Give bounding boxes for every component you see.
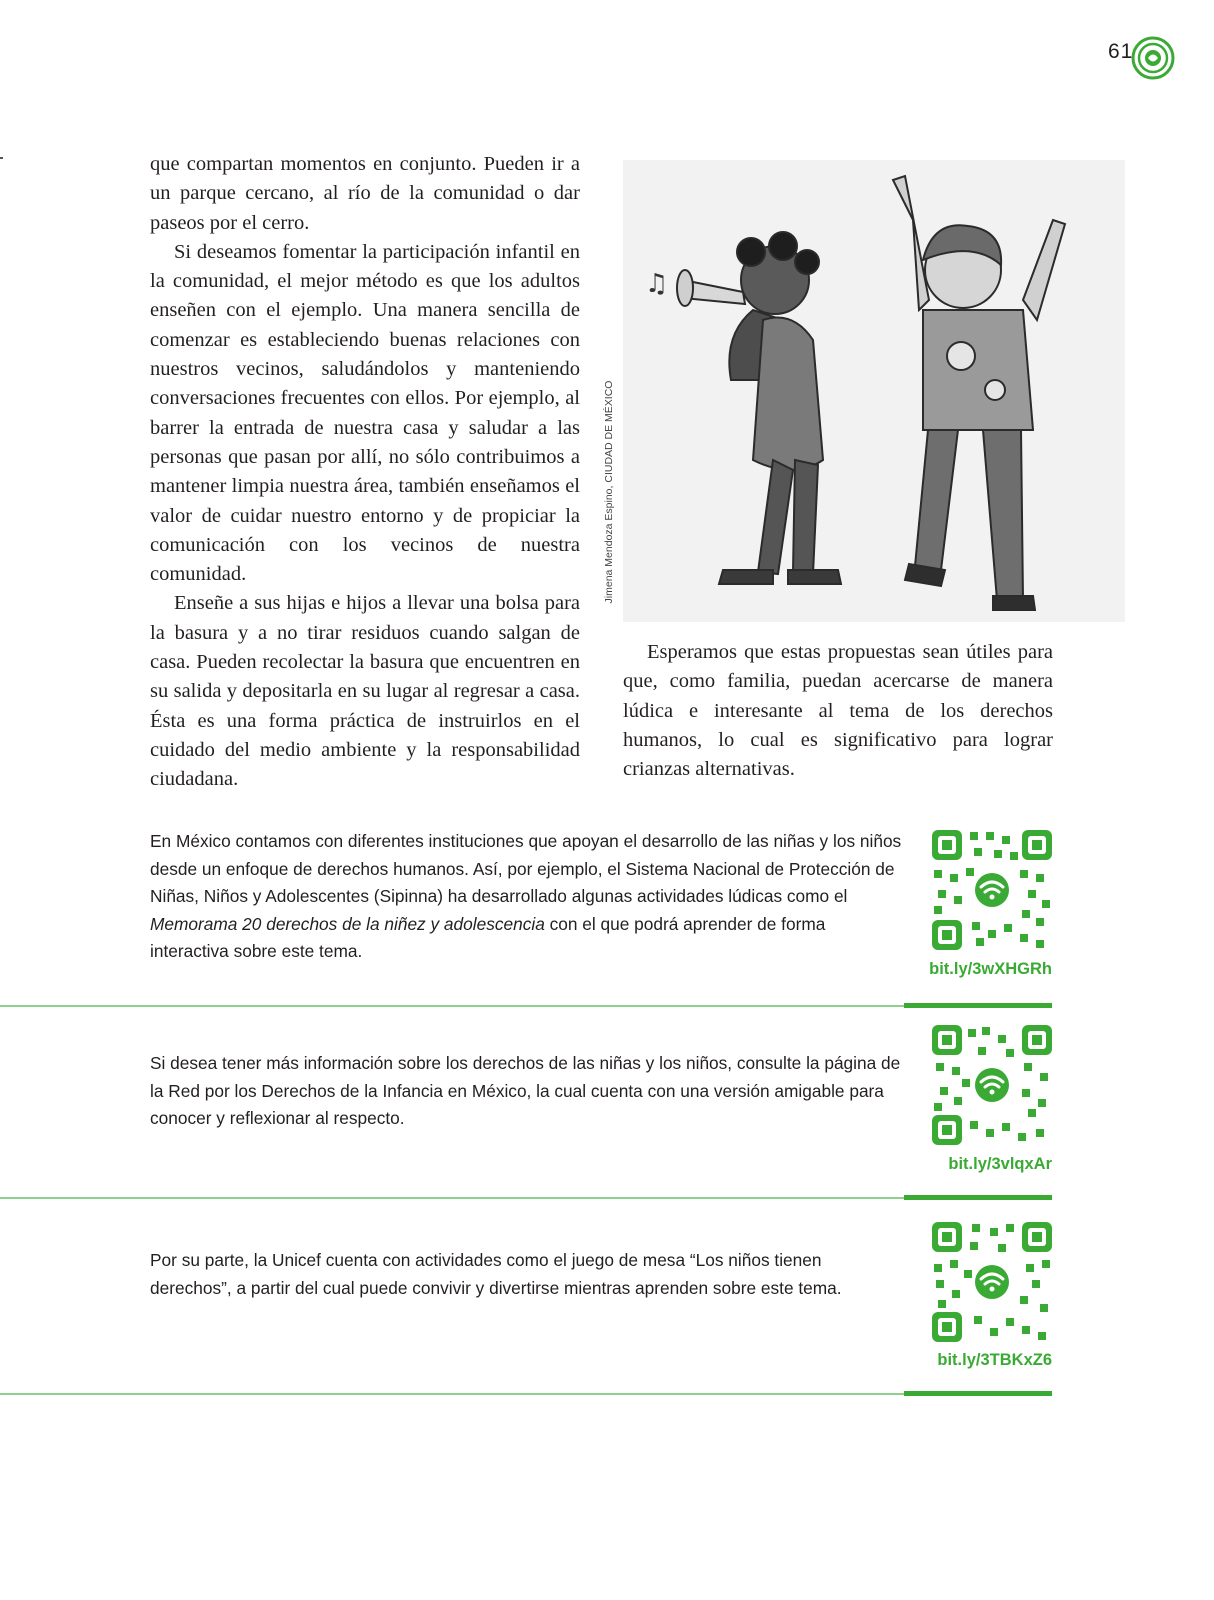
info-box-3-text: Por su parte, la Unicef cuenta con actividades como el juego de mesa “Los niños tienen derechos”, a partir del cual puede convivir y divertirse mientras aprenden sobre este tema. [150, 1250, 842, 1298]
children-dancing-illustration [623, 160, 1125, 622]
left-paragraph-3: Enseñe a sus hijas e hijos a llevar una bolsa para la basura y a no tirar residuos cuando salgan de casa. Pueden recolectar la basura que encuentren en su salida y depositarla en su lugar al regresar a casa. Ésta es una forma práctica de instruirlos en el cuidado del medio ambiente y la responsabilidad ciudadana. [150, 592, 580, 791]
margin-mark [0, 157, 3, 159]
info-box-2-text: Si desea tener más información sobre los derechos de las niñas y los niños, consulte la página de la Red por los Derechos de la Infancia en México, la cual cuenta con una versión amigable para conocer y reflexionar al respecto. [150, 1053, 901, 1128]
right-paragraph-1: Esperamos que estas propuestas sean útiles para que, como familia, puedan acercarse de manera lúdica e interesante al tema de los derechos humanos, lo cual es significativo para lograr crianzas alternativas. [623, 641, 1053, 781]
box-1-accent-bar [904, 1003, 1052, 1008]
box-1-divider [0, 1005, 1052, 1007]
qr-link-3[interactable]: bit.ly/3TBKxZ6 [937, 1351, 1052, 1369]
box-3-accent-bar [904, 1391, 1052, 1396]
qr-code-icon[interactable] [932, 1025, 1052, 1145]
box-2-divider [0, 1197, 1052, 1199]
qr-code-icon[interactable] [932, 1222, 1052, 1342]
memorama-title: Memorama 20 derechos de la niñez y adolescencia [150, 913, 545, 934]
left-paragraph-1: que compartan momentos en conjunto. Pueden ir a un parque cercano, al río de la comunidad o dar paseos por el cerro. [150, 153, 580, 234]
svg-text:♫: ♫ [645, 269, 669, 299]
green-circle-logo-icon [1131, 36, 1175, 80]
illustration-credit: Jimena Mendoza Espino, CIUDAD DE MÉXICO [603, 380, 615, 604]
box-2-accent-bar [904, 1195, 1052, 1200]
qr-code-icon[interactable] [932, 830, 1052, 950]
left-column [150, 150, 580, 795]
info-box-1-text: En México contamos con diferentes instituciones que apoyan el desarrollo de las niñas y los niños desde un enfoque de derechos humanos. Así, por ejemplo, el Sistema Nacional de Protección de Niñas, Niños y Adolescentes (Sipinna) ha desarrollado algunas actividades lúdicas como el Memorama 20 derechos de la niñez y adolescencia con el que podrá aprender de forma interactiva sobre este tema. [150, 831, 902, 961]
qr-link-1[interactable]: bit.ly/3wXHGRh [929, 960, 1052, 978]
box-3-divider [0, 1393, 1052, 1395]
right-column [623, 638, 1053, 784]
left-paragraph-2: Si deseamos fomentar la participación infantil en la comunidad, el mejor método es que los adultos enseñen con el ejemplo. Una manera sencilla de comenzar es estableciendo buenas relaciones con nuestros vecinos, saludándolos y manteniendo conversaciones frecuentes con ellos. Por ejemplo, al barrer la entrada de nuestra casa y saludar a las personas que pasan por allí, no sólo contribuimos a mantener limpia nuestra área, también enseñamos el valor de cuidar nuestro entorno y de propiciar la comunicación con los vecinos de nuestra comunidad. [150, 240, 580, 586]
page-number: 61 [1108, 40, 1134, 63]
qr-link-2[interactable]: bit.ly/3vlqxAr [948, 1155, 1052, 1173]
